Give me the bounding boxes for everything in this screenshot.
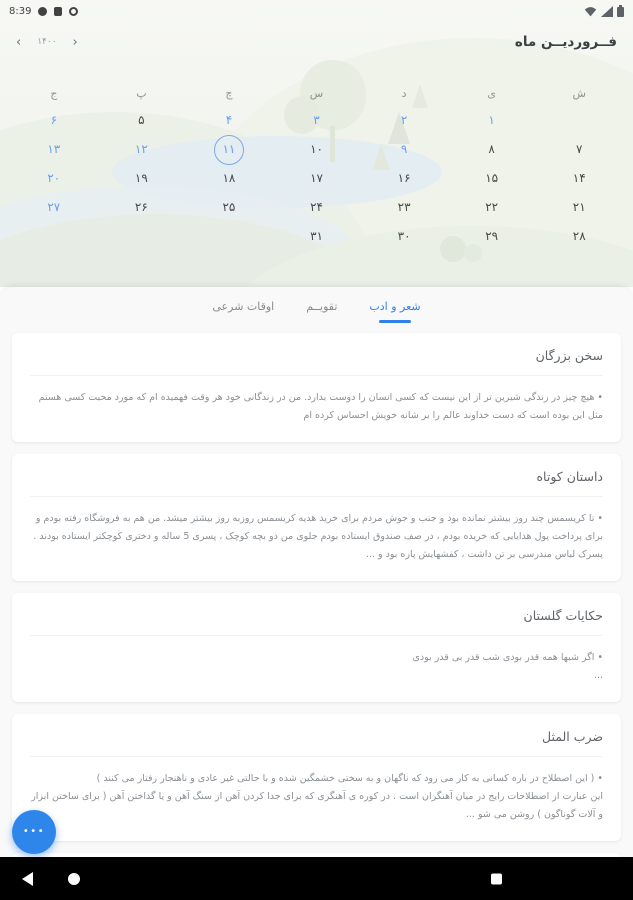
day-cell[interactable]: ۱۸ (222, 171, 236, 185)
card-body: • ( این اصطلاح در باره کسانی به کار می رود که ناگهان و به سختی خشمگین شده و با حالتی غیر عادی و ناهنجار رفتار می کنند ) (96, 773, 603, 785)
day-cell (535, 106, 623, 135)
calendar-header (0, 28, 633, 56)
day-cell[interactable]: ۹ (400, 142, 408, 156)
weekday-header: ش (572, 87, 586, 100)
card-body: ... (593, 670, 603, 682)
weekday-header: س (309, 87, 324, 100)
divider (30, 635, 603, 636)
tab-poetry-literature[interactable]: شعر و ادب (367, 300, 422, 323)
day-cell[interactable]: ۲۲ (485, 200, 499, 214)
status-bar (0, 0, 633, 22)
card-body: • هیچ چیز در زندگی شیرین تر از این نیست که کسی انسان را دوست بدارد. من در زندگانی خود هر وقت فهمیده ام که مورد محبت کسی هستم مثل این بوده است که دست خداوند عالم را بر شانه خویش احساس کرده ام (38, 392, 603, 422)
day-cell[interactable]: ۱۶ (397, 171, 411, 185)
year-navigation (16, 36, 78, 49)
notification-icon (54, 7, 62, 16)
tab-prayer-times[interactable]: اوقات شرعی (212, 300, 275, 313)
card-title: حکایات گلستان (523, 608, 603, 624)
day-cell[interactable]: ۱۰ (310, 142, 323, 156)
battery-icon (617, 5, 624, 17)
day-cell[interactable]: ۲۱ (572, 200, 586, 214)
weekday-header: ج (50, 87, 58, 100)
card-list (0, 323, 633, 900)
divider (30, 496, 603, 497)
day-cell[interactable]: ۶ (50, 113, 58, 127)
day-cell (98, 222, 186, 251)
home-icon[interactable] (68, 873, 80, 885)
weekday-header: پ (136, 87, 147, 100)
fab-more-button[interactable] (12, 810, 56, 854)
day-cell[interactable]: ۸ (488, 142, 495, 156)
weekday-header: چ (225, 87, 233, 100)
card-body: • اگر شبها همه قدر بودی شب قدر بی قدر بودی (412, 652, 603, 664)
card-short-story[interactable] (12, 454, 621, 581)
day-cell[interactable]: ۱۹ (134, 171, 148, 185)
more-icon: ••• (22, 826, 46, 837)
day-cell[interactable]: ۱۴ (572, 171, 586, 185)
tab-bar (0, 287, 633, 323)
card-title: ضرب المثل (542, 729, 603, 745)
day-cell (10, 222, 98, 251)
notification-icon (38, 7, 47, 16)
day-cell[interactable]: ۱۷ (310, 171, 323, 185)
day-cell[interactable]: ۱۵ (485, 171, 499, 185)
day-cell[interactable]: ۲۷ (47, 200, 61, 214)
day-cell[interactable]: ۲ (400, 113, 408, 127)
status-time: 8:39 (9, 5, 32, 17)
divider (30, 756, 603, 757)
day-cell[interactable]: ۳۱ (310, 229, 323, 243)
day-cell[interactable]: ۵ (138, 113, 145, 127)
day-cell (185, 222, 273, 251)
calendar-grid (10, 82, 623, 251)
card-golestan-tales[interactable] (12, 593, 621, 702)
day-cell-selected[interactable]: ۱۱ (185, 135, 273, 164)
day-cell[interactable]: ۱۲ (134, 142, 148, 156)
day-cell[interactable]: ۴ (225, 113, 233, 127)
day-cell[interactable]: ۷ (575, 142, 583, 156)
card-body: • تا کریسمس چند روز بیشتر نمانده بود و جنب و جوش مردم برای خرید هدیه کریسمس روزبه روز بیشتر میشد. من هم به فروشگاه رفته بودم و برای پرداخت پول هدایایی که خریده بودم ، در صف صندوق ایستاده بودم جلوی من دو بچه کوچک ، پسری 5 ساله و دختری کوچکتر ایستاده بودند . پسرک لباس مندرسی بر تن داشت ، کفشهایش پاره بود و ... (33, 513, 603, 561)
day-cell[interactable]: ۳۰ (397, 229, 411, 243)
divider (30, 375, 603, 376)
day-cell[interactable]: ۲۵ (222, 200, 236, 214)
android-nav-bar (0, 857, 633, 900)
card-title: سخن بزرگان (535, 348, 603, 363)
notification-icon (69, 7, 78, 16)
year-label: ۱۴۰۰ (37, 37, 57, 47)
day-cell[interactable]: ۳ (313, 113, 320, 127)
day-cell[interactable]: ۱ (488, 113, 495, 127)
back-icon[interactable] (22, 872, 33, 886)
day-cell[interactable]: ۲۴ (310, 200, 323, 214)
day-cell[interactable]: ۲۹ (485, 229, 499, 243)
chevron-right-icon[interactable]: › (72, 34, 78, 50)
recents-icon[interactable] (491, 873, 502, 884)
card-body: این عبارت از اصطلاحات رایج در میان آهنگران است . در کوره ی آهنگری که برای جدا کردن آهن از سنگ آهن و یا گداختن آهن ( برای ساختن ابزار و آلات گوناگون ) روشن می شو ... (31, 791, 603, 821)
month-title: فــروردیــن ماه (514, 34, 617, 50)
tab-calendar[interactable]: تقویــم (306, 300, 338, 313)
content-panel (0, 287, 633, 900)
day-cell[interactable]: ۲۶ (134, 200, 148, 214)
weekday-header: ی (487, 87, 496, 100)
cellular-icon (601, 6, 613, 17)
card-proverb[interactable] (12, 714, 621, 841)
wifi-icon (584, 6, 597, 17)
card-great-sayings[interactable] (12, 333, 621, 442)
day-cell[interactable]: ۲۰ (47, 171, 61, 185)
weekday-header: د (401, 87, 407, 100)
day-cell[interactable]: ۱۳ (47, 142, 61, 156)
day-cell[interactable]: ۲۳ (397, 200, 411, 214)
chevron-left-icon[interactable]: ‹ (16, 34, 22, 50)
day-cell[interactable]: ۲۸ (572, 229, 586, 243)
card-title: داستان کوتاه (536, 469, 603, 485)
